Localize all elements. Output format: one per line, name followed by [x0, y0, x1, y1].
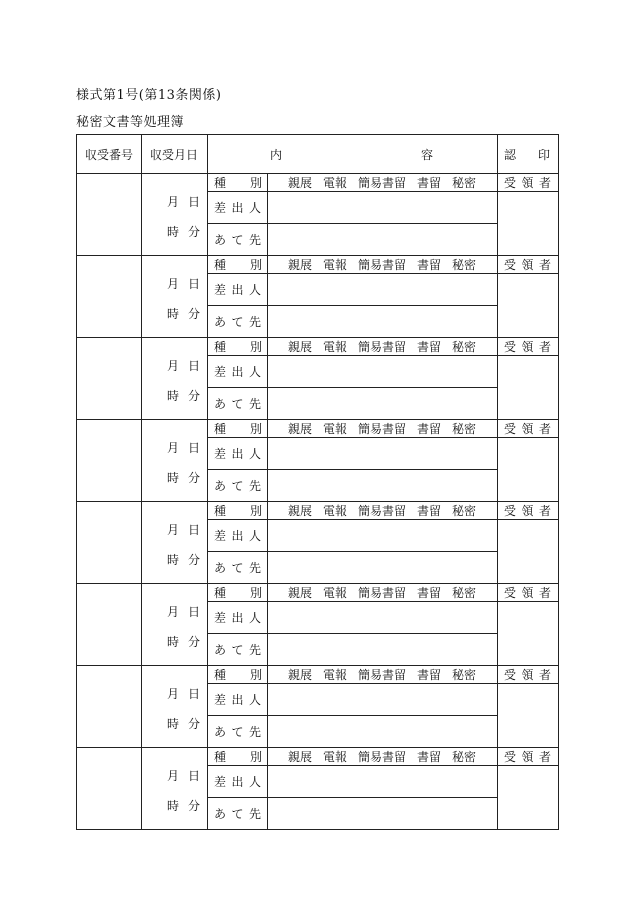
type-label-cell: [208, 748, 268, 766]
label-char: 者: [538, 668, 551, 682]
sender-label-cell: [208, 192, 268, 224]
sender-field[interactable]: [268, 438, 498, 470]
label-char: 種: [214, 340, 227, 354]
header-receipt-date: [142, 135, 208, 174]
entry-type-row: [77, 666, 559, 684]
recipient-seal-field[interactable]: [498, 602, 559, 666]
header-char: 収: [150, 147, 163, 162]
sender-field[interactable]: [268, 356, 498, 388]
label-char: 出: [231, 775, 244, 789]
label-char: あ: [214, 479, 227, 493]
sender-label-cell: [208, 684, 268, 716]
month-label: 月: [167, 523, 180, 537]
label-char: 人: [248, 775, 261, 789]
destination-field[interactable]: [268, 470, 498, 502]
label-char: 出: [231, 693, 244, 707]
label-char: 者: [538, 586, 551, 600]
type-option[interactable]: 簡易書留: [357, 750, 406, 764]
label-char: 出: [231, 365, 244, 379]
destination-label-cell: [208, 470, 268, 502]
type-label-cell: [208, 584, 268, 602]
sender-field[interactable]: [268, 684, 498, 716]
destination-label-cell: [208, 306, 268, 338]
month-label: 月: [167, 441, 180, 455]
sender-field[interactable]: [268, 520, 498, 552]
type-option[interactable]: 簡易書留: [357, 668, 406, 682]
type-options-cell[interactable]: [268, 174, 498, 192]
type-option[interactable]: 秘密: [451, 422, 476, 436]
type-label-cell: [208, 666, 268, 684]
hour-label: 時: [167, 307, 180, 321]
label-char: 人: [248, 365, 261, 379]
day-label: 日: [187, 277, 200, 291]
label-char: 出: [231, 611, 244, 625]
type-option[interactable]: 電報: [322, 504, 347, 518]
hour-label: 時: [167, 225, 180, 239]
recipient-label-cell: [498, 748, 559, 766]
destination-label-cell: [208, 388, 268, 420]
day-label: 日: [187, 359, 200, 373]
month-label: 月: [167, 687, 180, 701]
label-char: 者: [538, 422, 551, 436]
type-label-cell: [208, 338, 268, 356]
receipt-date-cell[interactable]: [142, 666, 208, 748]
hour-label: 時: [167, 717, 180, 731]
label-char: 先: [248, 807, 261, 821]
type-option[interactable]: 親展: [288, 176, 313, 190]
header-seal: [498, 135, 559, 174]
label-char: 差: [214, 775, 227, 789]
header-char: 容: [420, 147, 433, 162]
label-char: て: [231, 725, 244, 739]
hour-label: 時: [167, 799, 180, 813]
recipient-seal-field[interactable]: [498, 766, 559, 830]
label-char: 領: [521, 176, 534, 190]
label-char: 出: [231, 447, 244, 461]
recipient-seal-field[interactable]: [498, 356, 559, 420]
type-option[interactable]: 電報: [322, 668, 347, 682]
label-char: 領: [521, 750, 534, 764]
header-char: 印: [537, 147, 550, 162]
label-char: 先: [248, 315, 261, 329]
type-option[interactable]: 書留: [416, 750, 441, 764]
label-char: 種: [214, 422, 227, 436]
label-char: 先: [248, 643, 261, 657]
receipt-number-cell[interactable]: [77, 174, 142, 256]
recipient-label-cell: [498, 666, 559, 684]
type-option[interactable]: 書留: [416, 340, 441, 354]
hour-label: 時: [167, 635, 180, 649]
label-char: あ: [214, 233, 227, 247]
label-char: 種: [214, 504, 227, 518]
receipt-number-cell[interactable]: [77, 338, 142, 420]
day-label: 日: [187, 195, 200, 209]
type-option[interactable]: 親展: [288, 422, 313, 436]
type-option[interactable]: 書留: [416, 586, 441, 600]
type-option[interactable]: 電報: [322, 340, 347, 354]
label-char: 別: [249, 750, 262, 764]
label-char: 受: [504, 340, 517, 354]
minute-label: 分: [187, 471, 200, 485]
receipt-number-cell[interactable]: [77, 420, 142, 502]
day-label: 日: [187, 605, 200, 619]
label-char: 人: [248, 611, 261, 625]
label-char: 別: [249, 176, 262, 190]
label-char: 受: [504, 586, 517, 600]
entry-type-row: [77, 584, 559, 602]
label-char: 差: [214, 447, 227, 461]
destination-field[interactable]: [268, 634, 498, 666]
label-char: 領: [521, 504, 534, 518]
type-option[interactable]: 秘密: [451, 176, 476, 190]
destination-field[interactable]: [268, 552, 498, 584]
header-char: 日: [186, 147, 199, 162]
hour-label: 時: [167, 471, 180, 485]
receipt-date-cell[interactable]: [142, 502, 208, 584]
type-options-cell[interactable]: [268, 584, 498, 602]
minute-label: 分: [187, 553, 200, 567]
label-char: 受: [504, 176, 517, 190]
type-option[interactable]: 簡易書留: [357, 176, 406, 190]
entry-type-row: [77, 256, 559, 274]
label-char: 別: [249, 422, 262, 436]
type-option[interactable]: 簡易書留: [357, 340, 406, 354]
month-label: 月: [167, 605, 180, 619]
label-char: 種: [214, 258, 227, 272]
type-label-cell: [208, 420, 268, 438]
header-char: 受: [162, 147, 175, 162]
label-char: 者: [538, 258, 551, 272]
receipt-date-cell[interactable]: [142, 584, 208, 666]
label-char: 先: [248, 725, 261, 739]
destination-label-cell: [208, 634, 268, 666]
entry-type-row: [77, 420, 559, 438]
day-label: 日: [187, 441, 200, 455]
label-char: 受: [504, 504, 517, 518]
label-char: 受: [504, 668, 517, 682]
entry-type-row: [77, 174, 559, 192]
recipient-seal-field[interactable]: [498, 520, 559, 584]
sender-label-cell: [208, 766, 268, 798]
type-option[interactable]: 簡易書留: [357, 504, 406, 518]
header-char: 内: [270, 147, 283, 162]
label-char: あ: [214, 315, 227, 329]
label-char: 別: [249, 504, 262, 518]
destination-field[interactable]: [268, 716, 498, 748]
label-char: て: [231, 233, 244, 247]
label-char: あ: [214, 725, 227, 739]
label-char: 人: [248, 283, 261, 297]
label-char: 領: [521, 258, 534, 272]
type-option[interactable]: 親展: [288, 750, 313, 764]
header-char: 番: [109, 147, 122, 162]
header-char: 収: [85, 147, 98, 162]
recipient-label-cell: [498, 174, 559, 192]
type-option[interactable]: 電報: [322, 258, 347, 272]
label-char: 差: [214, 611, 227, 625]
type-options-cell[interactable]: [268, 748, 498, 766]
destination-field[interactable]: [268, 306, 498, 338]
hour-label: 時: [167, 389, 180, 403]
receipt-number-cell[interactable]: [77, 584, 142, 666]
type-option[interactable]: 秘密: [451, 750, 476, 764]
recipient-label-cell: [498, 584, 559, 602]
label-char: 種: [214, 586, 227, 600]
header-receipt-number: [77, 135, 142, 174]
label-char: 種: [214, 176, 227, 190]
sender-field[interactable]: [268, 192, 498, 224]
type-option[interactable]: 簡易書留: [357, 258, 406, 272]
type-option[interactable]: 親展: [288, 504, 313, 518]
label-char: 別: [249, 586, 262, 600]
type-option[interactable]: 書留: [416, 668, 441, 682]
type-option[interactable]: 書留: [416, 258, 441, 272]
form-number: 様式第1号(第13条関係): [76, 88, 222, 103]
minute-label: 分: [187, 635, 200, 649]
label-char: て: [231, 643, 244, 657]
sender-field[interactable]: [268, 602, 498, 634]
label-char: て: [231, 561, 244, 575]
type-option[interactable]: 秘密: [451, 258, 476, 272]
label-char: 先: [248, 233, 261, 247]
receipt-date-cell[interactable]: [142, 256, 208, 338]
receipt-number-cell[interactable]: [77, 502, 142, 584]
label-char: 人: [248, 447, 261, 461]
destination-label-cell: [208, 716, 268, 748]
minute-label: 分: [187, 799, 200, 813]
label-char: 領: [521, 422, 534, 436]
type-option[interactable]: 秘密: [451, 668, 476, 682]
destination-field[interactable]: [268, 224, 498, 256]
month-label: 月: [167, 277, 180, 291]
label-char: 差: [214, 283, 227, 297]
sender-label-cell: [208, 438, 268, 470]
ledger-body: [77, 174, 559, 830]
month-label: 月: [167, 769, 180, 783]
label-char: 領: [521, 586, 534, 600]
label-char: 出: [231, 201, 244, 215]
month-label: 月: [167, 195, 180, 209]
label-char: 人: [248, 529, 261, 543]
label-char: 種: [214, 668, 227, 682]
type-options-cell[interactable]: [268, 256, 498, 274]
label-char: 先: [248, 479, 261, 493]
sender-field[interactable]: [268, 274, 498, 306]
type-option[interactable]: 書留: [416, 176, 441, 190]
label-char: 者: [538, 340, 551, 354]
receipt-number-cell[interactable]: [77, 256, 142, 338]
label-char: 領: [521, 340, 534, 354]
label-char: て: [231, 807, 244, 821]
header-char: 受: [97, 147, 110, 162]
ledger-table: [76, 134, 559, 830]
type-option[interactable]: 書留: [416, 504, 441, 518]
label-char: 受: [504, 422, 517, 436]
label-char: て: [231, 479, 244, 493]
type-option[interactable]: 秘密: [451, 504, 476, 518]
type-option[interactable]: 電報: [322, 586, 347, 600]
label-char: 別: [249, 340, 262, 354]
header-content: [208, 135, 498, 174]
type-option[interactable]: 秘密: [451, 586, 476, 600]
recipient-seal-field[interactable]: [498, 438, 559, 502]
type-option[interactable]: 簡易書留: [357, 586, 406, 600]
destination-label-cell: [208, 798, 268, 830]
receipt-number-cell[interactable]: [77, 666, 142, 748]
day-label: 日: [187, 769, 200, 783]
recipient-label-cell: [498, 502, 559, 520]
receipt-date-cell[interactable]: [142, 338, 208, 420]
receipt-date-cell[interactable]: [142, 420, 208, 502]
label-char: 差: [214, 365, 227, 379]
type-label-cell: [208, 174, 268, 192]
type-option[interactable]: 親展: [288, 258, 313, 272]
label-char: 先: [248, 397, 261, 411]
day-label: 日: [187, 687, 200, 701]
type-options-cell[interactable]: [268, 338, 498, 356]
label-char: 別: [249, 668, 262, 682]
minute-label: 分: [187, 307, 200, 321]
header-row: [77, 135, 559, 174]
type-option[interactable]: 電報: [322, 750, 347, 764]
ledger-title: 秘密文書等処理簿: [76, 115, 185, 130]
type-options-cell[interactable]: [268, 502, 498, 520]
label-char: 別: [249, 258, 262, 272]
sender-field[interactable]: [268, 766, 498, 798]
receipt-date-cell[interactable]: [142, 174, 208, 256]
label-char: 人: [248, 693, 261, 707]
sender-label-cell: [208, 602, 268, 634]
minute-label: 分: [187, 225, 200, 239]
recipient-label-cell: [498, 420, 559, 438]
sender-label-cell: [208, 274, 268, 306]
label-char: 者: [538, 504, 551, 518]
destination-label-cell: [208, 224, 268, 256]
type-option[interactable]: 親展: [288, 340, 313, 354]
header-char: 認: [504, 147, 517, 162]
sender-label-cell: [208, 520, 268, 552]
label-char: 人: [248, 201, 261, 215]
entry-type-row: [77, 748, 559, 766]
entry-type-row: [77, 502, 559, 520]
label-char: 出: [231, 283, 244, 297]
label-char: て: [231, 397, 244, 411]
label-char: あ: [214, 397, 227, 411]
label-char: 種: [214, 750, 227, 764]
destination-label-cell: [208, 552, 268, 584]
receipt-date-cell[interactable]: [142, 748, 208, 830]
type-options-cell[interactable]: [268, 420, 498, 438]
entry-type-row: [77, 338, 559, 356]
label-char: 受: [504, 750, 517, 764]
label-char: あ: [214, 643, 227, 657]
hour-label: 時: [167, 553, 180, 567]
recipient-seal-field[interactable]: [498, 684, 559, 748]
label-char: 出: [231, 529, 244, 543]
label-char: 領: [521, 668, 534, 682]
recipient-seal-field[interactable]: [498, 274, 559, 338]
recipient-label-cell: [498, 338, 559, 356]
type-option[interactable]: 電報: [322, 422, 347, 436]
type-option[interactable]: 書留: [416, 422, 441, 436]
type-option[interactable]: 電報: [322, 176, 347, 190]
month-label: 月: [167, 359, 180, 373]
minute-label: 分: [187, 717, 200, 731]
label-char: て: [231, 315, 244, 329]
type-options-cell[interactable]: [268, 666, 498, 684]
label-char: 差: [214, 201, 227, 215]
type-label-cell: [208, 502, 268, 520]
type-label-cell: [208, 256, 268, 274]
type-option[interactable]: 秘密: [451, 340, 476, 354]
label-char: 差: [214, 529, 227, 543]
minute-label: 分: [187, 389, 200, 403]
day-label: 日: [187, 523, 200, 537]
header-char: 号: [121, 147, 134, 162]
label-char: あ: [214, 807, 227, 821]
type-option[interactable]: 親展: [288, 586, 313, 600]
destination-field[interactable]: [268, 798, 498, 830]
label-char: 者: [538, 176, 551, 190]
destination-field[interactable]: [268, 388, 498, 420]
label-char: 先: [248, 561, 261, 575]
recipient-label-cell: [498, 256, 559, 274]
label-char: 差: [214, 693, 227, 707]
recipient-seal-field[interactable]: [498, 192, 559, 256]
type-option[interactable]: 簡易書留: [357, 422, 406, 436]
sender-label-cell: [208, 356, 268, 388]
receipt-number-cell[interactable]: [77, 748, 142, 830]
type-option[interactable]: 親展: [288, 668, 313, 682]
label-char: あ: [214, 561, 227, 575]
label-char: 受: [504, 258, 517, 272]
label-char: 者: [538, 750, 551, 764]
header-char: 月: [174, 147, 187, 162]
